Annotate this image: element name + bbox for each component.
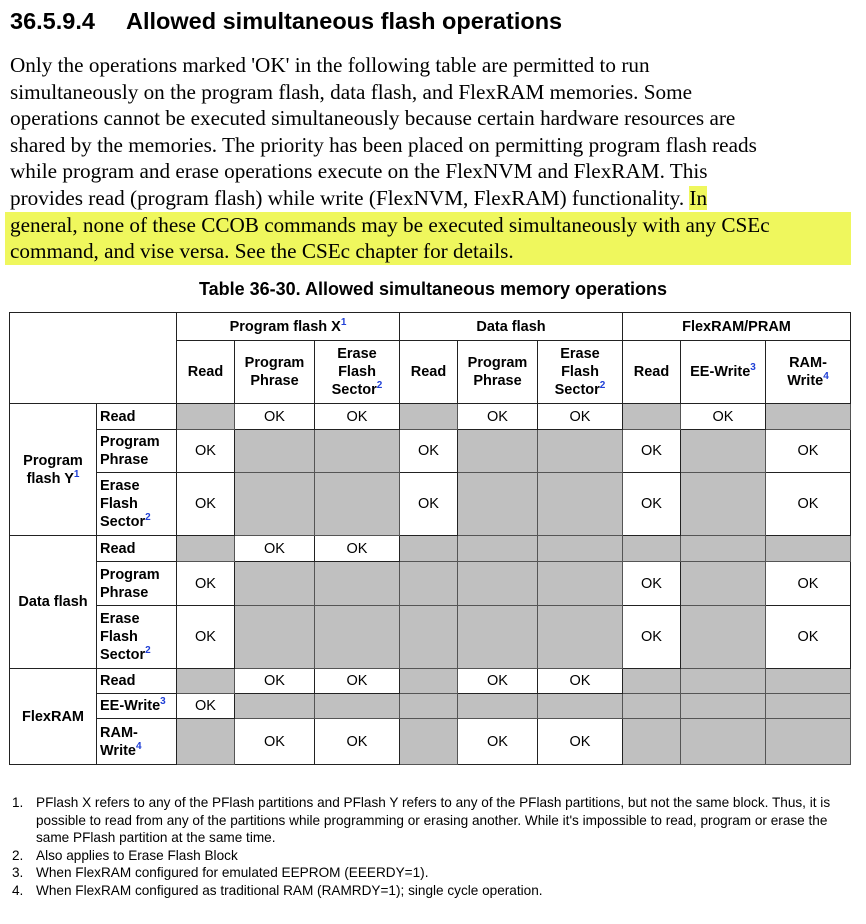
cell-not-allowed <box>681 694 766 719</box>
footnote-ref[interactable]: 2 <box>376 380 383 392</box>
row-op-program-phrase: Program Phrase <box>97 562 177 606</box>
cell-not-allowed <box>538 562 623 606</box>
table-row <box>10 719 851 765</box>
cell-ok: OK <box>177 694 235 719</box>
col-header: Erase Flash Sector$^2$ <box>315 341 400 404</box>
row-group-program-flash-y: Program flash Y$^1$ <box>10 404 97 536</box>
row-op-erase-flash-sector: Erase Flash Sector$^2$ <box>97 606 177 669</box>
cell-ok: OK <box>538 719 623 765</box>
row-op-ee-write: EE-Write$^3$ <box>97 694 177 719</box>
cell-ok: OK <box>623 562 681 606</box>
cell-not-allowed <box>400 669 458 694</box>
footnote-item: 1. PFlash X refers to any of the PFlash partitions and PFlash Y refers to any of the PFlash partitions, but not the same block. Thus, it is possible to read from any of the partitions while programming or erasing another. While it's impossible to read, program or erase the same PFlash partition at the same time. <box>12 795 831 846</box>
cell-not-allowed <box>315 473 400 536</box>
cell-not-allowed <box>177 536 235 562</box>
cell-ok: OK <box>766 430 851 473</box>
row-op-read: Read <box>97 669 177 694</box>
paragraph-line: while program and erase operations execute on the FlexNVM and FlexRAM. This <box>10 159 708 184</box>
cell-ok: OK <box>538 404 623 430</box>
paragraph-line: operations cannot be executed simultaneously because certain hardware resources are <box>10 106 736 131</box>
cell-not-allowed <box>235 606 315 669</box>
cell-ok: OK <box>766 606 851 669</box>
table-row <box>10 562 851 606</box>
footnote-ref[interactable]: 2 <box>145 645 151 657</box>
cell-ok: OK <box>235 669 315 694</box>
cell-not-allowed <box>681 430 766 473</box>
cell-ok: OK <box>766 562 851 606</box>
col-header: Program Phrase <box>235 341 315 404</box>
cell-not-allowed <box>235 694 315 719</box>
cell-not-allowed <box>766 404 851 430</box>
table-row <box>10 669 851 694</box>
cell-not-allowed <box>400 719 458 765</box>
footnote-ref[interactable]: 4 <box>136 740 142 752</box>
table-caption: Table 36-30. Allowed simultaneous memory operations <box>198 279 668 299</box>
section-title: Allowed simultaneous flash operations <box>126 8 563 34</box>
cell-ok: OK <box>177 562 235 606</box>
cell-ok: OK <box>177 430 235 473</box>
cell-not-allowed <box>235 430 315 473</box>
cell-not-allowed <box>177 719 235 765</box>
footnote-ref[interactable]: 2 <box>599 380 606 392</box>
footnote-ref[interactable]: 1 <box>340 316 347 328</box>
cell-not-allowed <box>538 694 623 719</box>
col-header: Read <box>177 341 235 404</box>
cell-not-allowed <box>538 536 623 562</box>
cell-not-allowed <box>315 606 400 669</box>
footnote-ref[interactable]: 4 <box>823 371 829 383</box>
cell-ok: OK <box>538 669 623 694</box>
cell-not-allowed <box>538 430 623 473</box>
col-header: Read <box>623 341 681 404</box>
footnote-item: 3. When FlexRAM configured for emulated EEPROM (EEERDY=1). <box>12 865 429 881</box>
cell-not-allowed <box>766 536 851 562</box>
cell-ok: OK <box>400 473 458 536</box>
col-header: Program Phrase <box>458 341 538 404</box>
table-row <box>10 536 851 562</box>
col-header: EE-Write$^3$ <box>681 341 766 404</box>
cell-ok: OK <box>623 430 681 473</box>
cell-not-allowed <box>235 562 315 606</box>
cell-ok: OK <box>315 536 400 562</box>
cell-not-allowed <box>315 694 400 719</box>
cell-ok: OK <box>315 404 400 430</box>
cell-ok: OK <box>235 404 315 430</box>
cell-ok: OK <box>766 473 851 536</box>
cell-ok: OK <box>235 719 315 765</box>
cell-not-allowed <box>766 719 851 765</box>
col-group-program-flash-x: Program flash X$^1$ <box>177 313 400 341</box>
simultaneous-operations-table <box>9 312 851 765</box>
cell-ok: OK <box>623 606 681 669</box>
cell-ok: OK <box>315 719 400 765</box>
footnote-item: 2. Also applies to Erase Flash Block <box>12 847 238 863</box>
paragraph-line <box>10 185 860 212</box>
cell-ok: OK <box>400 430 458 473</box>
cell-not-allowed <box>400 536 458 562</box>
section-number: 36.5.9.4 <box>10 8 95 34</box>
cell-not-allowed <box>177 404 235 430</box>
cell-ok: OK <box>623 473 681 536</box>
table-row <box>10 606 851 669</box>
footnote-ref[interactable]: 3 <box>750 362 756 374</box>
col-header: Erase Flash Sector$^2$ <box>538 341 623 404</box>
cell-not-allowed <box>623 669 681 694</box>
row-op-read: Read <box>97 404 177 430</box>
cell-not-allowed <box>315 562 400 606</box>
cell-not-allowed <box>766 694 851 719</box>
footnote-ref[interactable]: 1 <box>73 468 80 480</box>
cell-not-allowed <box>681 473 766 536</box>
cell-not-allowed <box>681 536 766 562</box>
footnote-ref[interactable]: 2 <box>145 512 151 524</box>
cell-not-allowed <box>177 669 235 694</box>
cell-not-allowed <box>681 606 766 669</box>
cell-ok: OK <box>458 719 538 765</box>
paragraph-text: provides read (program flash) while write (FlexNVM, FlexRAM) functionality. <box>10 185 690 210</box>
body-paragraph <box>10 52 860 265</box>
cell-ok: OK <box>235 536 315 562</box>
cell-not-allowed <box>623 694 681 719</box>
row-group-flexram: FlexRAM <box>10 669 97 765</box>
row-op-ram-write: RAM- Write$^4$ <box>97 719 177 765</box>
section-heading <box>10 8 562 35</box>
footnote-ref[interactable]: 3 <box>160 696 166 708</box>
col-header: Read <box>400 341 458 404</box>
col-group-flexram-pram: FlexRAM/PRAM <box>623 313 851 341</box>
cell-not-allowed <box>538 473 623 536</box>
cell-ok: OK <box>458 404 538 430</box>
cell-ok: OK <box>681 404 766 430</box>
cell-not-allowed <box>681 669 766 694</box>
table-row <box>10 430 851 473</box>
cell-ok: OK <box>458 669 538 694</box>
paragraph-line: simultaneously on the program flash, data flash, and FlexRAM memories. Some <box>10 79 693 104</box>
cell-not-allowed <box>458 536 538 562</box>
highlighted-text: In <box>689 185 708 210</box>
cell-ok: OK <box>177 606 235 669</box>
table-row <box>10 694 851 719</box>
row-op-erase-flash-sector: Erase Flash Sector$^2$ <box>97 473 177 536</box>
highlighted-line: command, and vise versa. See the CSEc chapter for details. <box>5 238 851 265</box>
cell-not-allowed <box>235 473 315 536</box>
cell-not-allowed <box>623 719 681 765</box>
cell-not-allowed <box>315 430 400 473</box>
cell-not-allowed <box>623 536 681 562</box>
footnote-item: 4. When FlexRAM configured as traditional RAM (RAMRDY=1); single cycle operation. <box>12 882 543 898</box>
table-row <box>10 473 851 536</box>
cell-not-allowed <box>538 606 623 669</box>
header-row-groups <box>10 313 851 341</box>
highlighted-line: general, none of these CCOB commands may be executed simultaneously with any CSEc <box>5 212 851 239</box>
row-op-read: Read <box>97 536 177 562</box>
corner-cell <box>10 313 177 404</box>
cell-not-allowed <box>400 694 458 719</box>
col-header: RAM- Write$^4$ <box>766 341 851 404</box>
cell-ok: OK <box>315 669 400 694</box>
cell-not-allowed <box>400 606 458 669</box>
row-group-data-flash: Data flash <box>10 536 97 669</box>
cell-not-allowed <box>623 404 681 430</box>
cell-not-allowed <box>400 562 458 606</box>
cell-not-allowed <box>458 473 538 536</box>
table-footnotes <box>12 794 862 900</box>
cell-not-allowed <box>681 562 766 606</box>
col-group-data-flash: Data flash <box>400 313 623 341</box>
cell-not-allowed <box>400 404 458 430</box>
paragraph-line: Only the operations marked 'OK' in the following table are permitted to run <box>10 53 650 77</box>
paragraph-line: shared by the memories. The priority has been placed on permitting program flash reads <box>10 132 757 157</box>
table-row <box>10 404 851 430</box>
cell-not-allowed <box>458 694 538 719</box>
cell-not-allowed <box>458 430 538 473</box>
cell-not-allowed <box>458 606 538 669</box>
cell-not-allowed <box>766 669 851 694</box>
cell-ok: OK <box>177 473 235 536</box>
row-op-program-phrase: Program Phrase <box>97 430 177 473</box>
cell-not-allowed <box>458 562 538 606</box>
cell-not-allowed <box>681 719 766 765</box>
